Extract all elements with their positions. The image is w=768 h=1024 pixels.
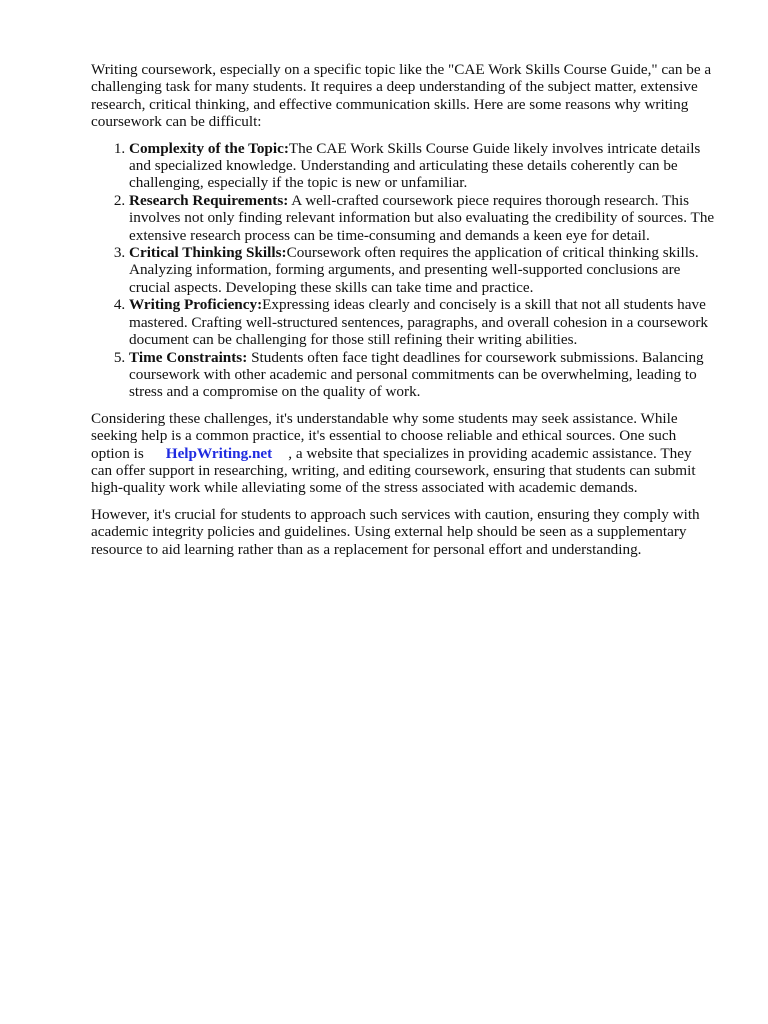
reason-text: A well-crafted coursework piece requires thorough research. This involves not only finding relevant information but also evaluating the credibility of sources. The extensive research process can be time-consuming and demands a keen eye for detail. bbox=[129, 191, 715, 244]
reason-text: Students often face tight deadlines for coursework submissions. Balancing coursework with other academic and personal commitments can be overwhelming, leading to stress and a compromise on the quality of work. bbox=[129, 348, 704, 401]
reason-title: Writing Proficiency: bbox=[129, 296, 263, 314]
helpwriting-link[interactable]: HelpWriting.net bbox=[165, 444, 273, 462]
assistance-paragraph bbox=[91, 410, 716, 497]
list-item bbox=[129, 140, 716, 192]
reason-title: Complexity of the Topic: bbox=[129, 139, 289, 157]
assistance-text-after: , a website that specializes in providing academic assistance. They can offer support in researching, writing, and editing coursework, ensuring that students can submit high-quality work while alleviating some of the stress associated with academic demands. bbox=[91, 444, 696, 497]
assistance-text-before: Considering these challenges, it's understandable why some students may seek assistance. While seeking help is a common practice, it's essential to choose reliable and ethical sources. One such option is bbox=[91, 409, 678, 462]
caution-paragraph: However, it's crucial for students to approach such services with caution, ensuring they comply with academic integrity policies and guidelines. Using external help should be seen as a supplementary resource to aid learning rather than as a replacement for personal effort and understanding. bbox=[91, 505, 700, 558]
list-item bbox=[129, 296, 716, 348]
list-item bbox=[129, 349, 716, 401]
reasons-list bbox=[91, 140, 716, 401]
reason-text: The CAE Work Skills Course Guide likely involves intricate details and specialized knowledge. Understanding and articulating these details coherently can be challenging, especially if the topic is new or unfamiliar. bbox=[129, 139, 701, 192]
list-item bbox=[129, 244, 716, 296]
reason-title: Critical Thinking Skills: bbox=[129, 244, 287, 262]
reason-title: Time Constraints: bbox=[129, 348, 248, 366]
reason-text: Coursework often requires the application of critical thinking skills. Analyzing information, forming arguments, and presenting well-supported conclusions are crucial aspects. Developing these skills can take time and practice. bbox=[129, 244, 699, 296]
reason-text: Expressing ideas clearly and concisely is a skill that not all students have mastered. Crafting well-structured sentences, paragraphs, and overall cohesion in a coursework document can be challenging for those still refining their writing abilities. bbox=[129, 296, 709, 349]
list-item bbox=[129, 192, 716, 244]
intro-paragraph: Writing coursework, especially on a specific topic like the "CAE Work Skills Course Guide," can be a challenging task for many students. It requires a deep understanding of the subject matter, extensive research, critical thinking, and effective communication skills. Here are some reasons why writing coursework can be difficult: bbox=[91, 61, 712, 131]
reason-title: Research Requirements: bbox=[129, 191, 289, 209]
